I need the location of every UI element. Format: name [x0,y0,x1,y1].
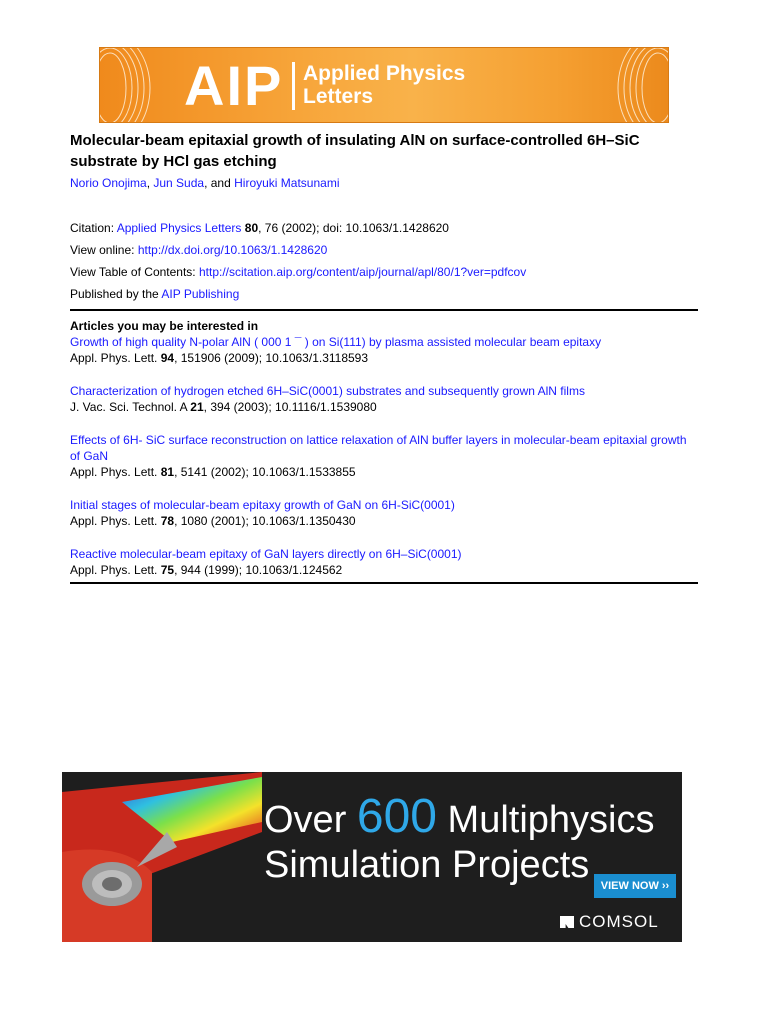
divider-bottom [70,582,698,584]
related-volume: 21 [190,400,204,414]
related-journal: J. Vac. Sci. Technol. A [70,400,191,414]
ad-number: 600 [356,790,437,843]
toc-link[interactable]: http://scitation.aip.org/content/aip/journal/apl/80/1?ver=pdfcov [198,265,527,279]
publisher-link[interactable]: AIP Publishing [161,287,240,301]
ad-headline-2: Simulation Projects [264,844,590,886]
related-rest: , 151906 (2009); 10.1063/1.3118593 [174,351,369,365]
swirl-decoration [598,47,669,123]
related-article-link[interactable]: Growth of high quality N-polar AlN ( 000 1 ¯ ) on Si(111) by plasma assisted molecular beam epitaxy [70,335,602,349]
comsol-mark-icon [560,916,574,928]
related-article-link[interactable]: Characterization of hydrogen etched 6H–SiC(0001) substrates and subsequently grown AlN films [70,384,585,398]
comsol-advertisement[interactable] [62,772,682,942]
related-rest: , 944 (1999); 10.1063/1.124562 [174,563,343,577]
swirl-decoration [99,47,170,123]
author-link[interactable]: Norio Onojima [70,176,147,190]
list-item [70,497,698,529]
related-rest: , 394 (2003); 10.1116/1.1539080 [203,400,377,414]
related-articles [70,318,698,595]
related-article-link[interactable]: Initial stages of molecular-beam epitaxy growth of GaN on 6H-SiC(0001) [70,498,455,512]
author-link[interactable]: Hiroyuki Matsunami [234,176,340,190]
toc-line [70,261,526,283]
logo-divider [292,62,295,110]
related-volume: 94 [160,351,175,365]
journal-name-line2: Letters [303,85,374,108]
journal-banner[interactable] [99,47,669,123]
toc-label: View Table of Contents: [70,265,199,279]
related-journal: Appl. Phys. Lett. [70,351,161,365]
related-volume: 78 [160,514,175,528]
related-rest: , 5141 (2002); 10.1063/1.1533855 [174,465,356,479]
view-online-label: View online: [70,243,138,257]
list-item [70,432,698,480]
related-article-citation [70,513,698,529]
publisher-line [70,283,526,305]
related-rest: , 1080 (2001); 10.1063/1.1350430 [174,514,356,528]
comsol-logo [560,912,659,932]
related-journal: Appl. Phys. Lett. [70,465,161,479]
article-title: Molecular-beam epitaxial growth of insulating AlN on surface-controlled 6H–SiC substrate by HCl gas etching [70,132,640,170]
list-item [70,546,698,578]
citation-line [70,217,526,239]
related-heading: Articles you may be interested in [70,319,259,333]
ad-text: Over [264,799,357,841]
ad-headline-1 [264,790,655,843]
view-now-button[interactable]: VIEW NOW ›› [594,874,676,898]
divider-top [70,309,698,311]
ad-text: Multiphysics [437,799,655,841]
journal-name [303,62,465,108]
list-item [70,334,698,366]
related-article-citation [70,350,698,366]
aip-logo: AIP [184,54,284,117]
related-article-link[interactable]: Reactive molecular-beam epitaxy of GaN layers directly on 6H–SiC(0001) [70,547,462,561]
publisher-label: Published by the [70,287,162,301]
related-volume: 81 [160,465,175,479]
author-separator: , [146,176,154,190]
related-volume: 75 [160,563,175,577]
author-link[interactable]: Jun Suda [153,176,205,190]
author-list [70,175,340,191]
related-article-citation [70,399,698,415]
citation-journal-link[interactable]: Applied Physics Letters [116,221,242,235]
comsol-wordmark: COMSOL [579,912,659,931]
journal-name-line1: Applied Physics [303,62,466,85]
list-item [70,383,698,415]
simulation-graphic [62,772,262,942]
citation-label: Citation: [70,221,117,235]
related-article-citation [70,464,698,480]
related-journal: Appl. Phys. Lett. [70,563,161,577]
doi-link[interactable]: http://dx.doi.org/10.1063/1.1428620 [137,243,328,257]
citation-rest: , 76 (2002); doi: 10.1063/1.1428620 [258,221,449,235]
related-article-link[interactable]: Effects of 6H- SiC surface reconstruction on lattice relaxation of AlN buffer layers in molecular-beam epitaxial growth of GaN [70,433,687,463]
view-online-line [70,239,526,261]
related-article-citation [70,562,698,578]
author-separator: , and [204,176,235,190]
citation-volume: 80 [244,221,259,235]
citation-block [70,217,526,305]
related-journal: Appl. Phys. Lett. [70,514,161,528]
